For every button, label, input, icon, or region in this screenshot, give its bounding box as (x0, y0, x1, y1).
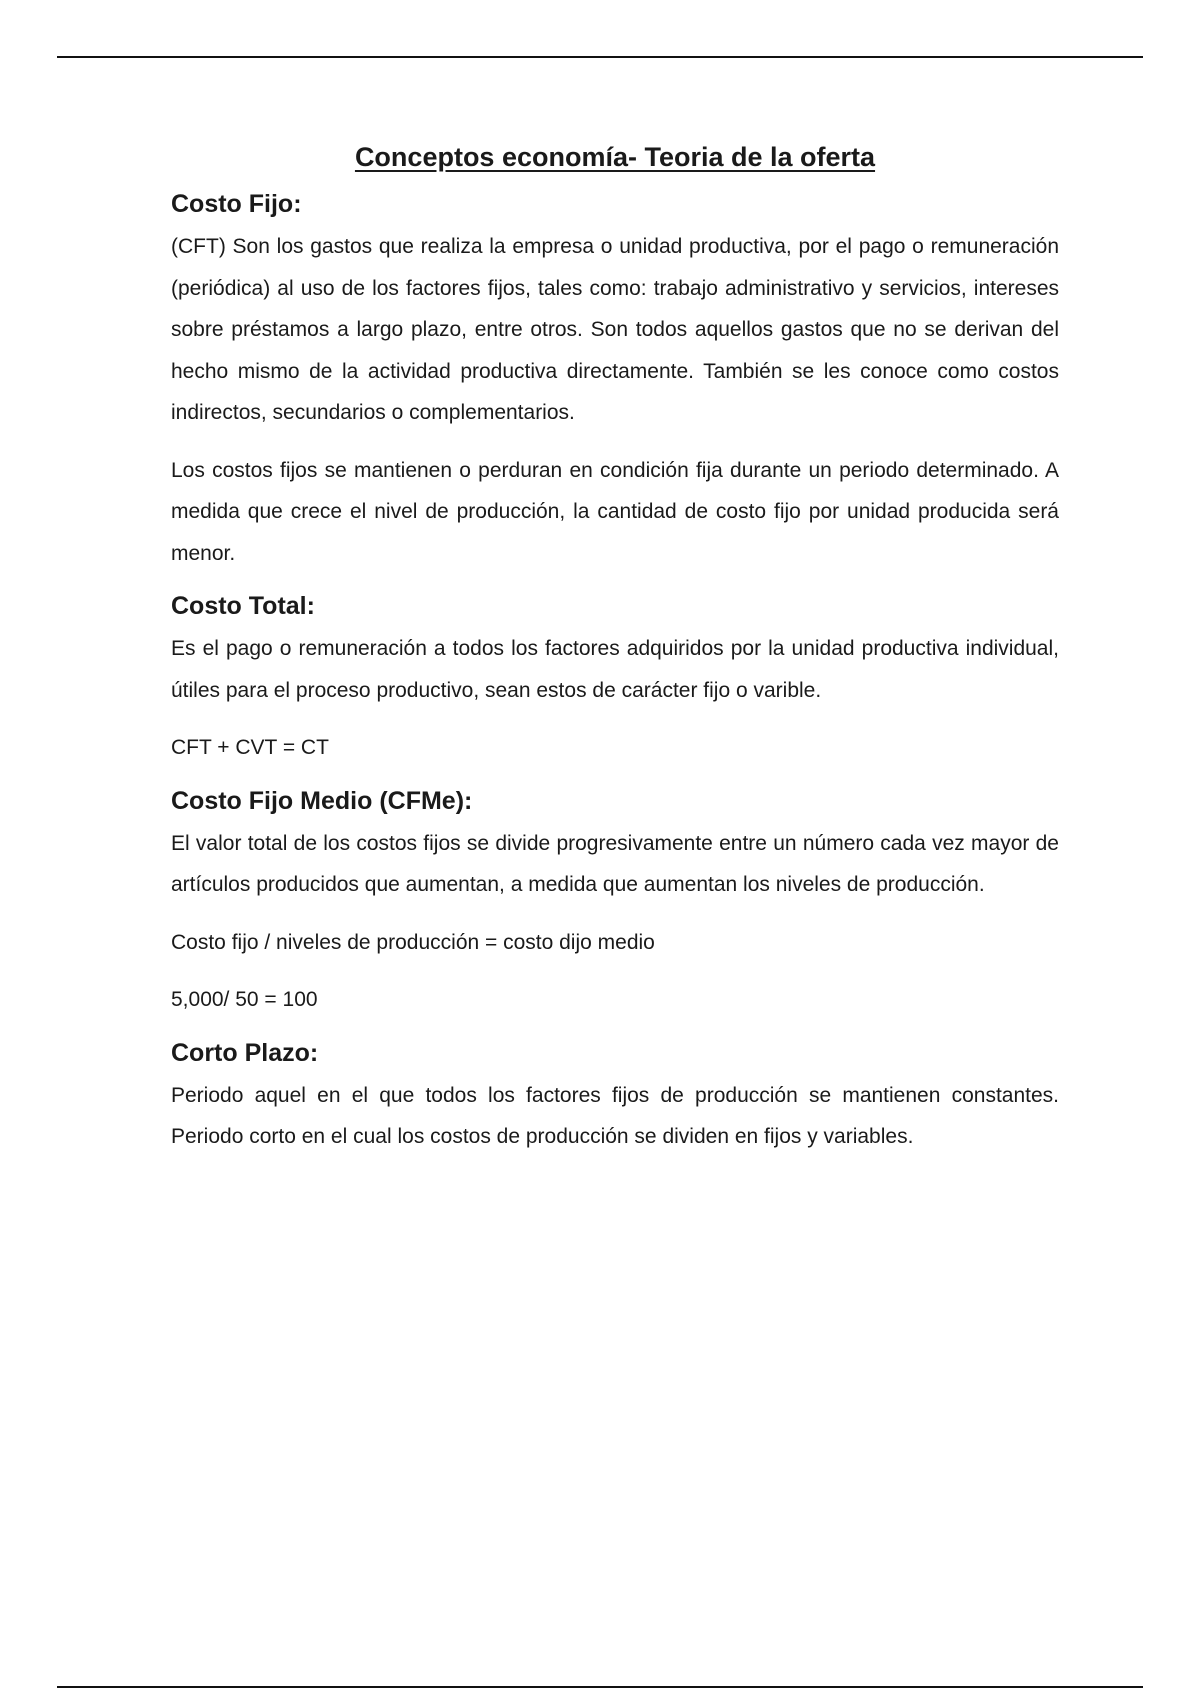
section-corto-plazo (171, 1037, 1059, 1158)
paragraph: Periodo aquel en el que todos los factores fijos de producción se mantienen constantes. Periodo corto en el cual los costos de producción se dividen en fijos y variables. (171, 1083, 1059, 1148)
formula: CFT + CVT = CT (171, 736, 329, 759)
formula: 5,000/ 50 = 100 (171, 988, 318, 1011)
section-costo-fijo (171, 188, 1059, 574)
section-costo-total (171, 590, 1059, 769)
section-costo-fijo-medio (171, 785, 1059, 1021)
header-rule (57, 56, 1143, 58)
formula: Costo fijo / niveles de producción = costo dijo medio (171, 930, 655, 954)
footer-rule (57, 1686, 1143, 1688)
document-body (171, 140, 1059, 1174)
document-title: Conceptos economía- Teoria de la oferta (354, 142, 876, 172)
paragraph: El valor total de los costos fijos se divide progresivamente entre un número cada vez mayor de artículos producidos que aumentan, a medida que aumentan los niveles de producción. (171, 831, 1059, 896)
section-heading: Costo Total: (171, 592, 315, 620)
section-heading: Costo Fijo: (171, 190, 302, 218)
section-heading: Corto Plazo: (171, 1038, 319, 1067)
paragraph: (CFT) Son los gastos que realiza la empresa o unidad productiva, por el pago o remuneración (periódica) al uso de los factores fijos, tales como: trabajo administrativo y servicios, intereses sobre préstamos a largo plazo, entre otros. Son todos aquellos gastos que no se derivan del hecho mismo de la actividad productiva directamente. También se les conoce como costos indirectos, secundarios o complementarios. (171, 235, 1059, 424)
paragraph: Los costos fijos se mantienen o perduran en condición fija durante un periodo determinado. A medida que crece el nivel de producción, la cantidad de costo fijo por unidad producida será menor. (171, 458, 1059, 565)
section-heading: Costo Fijo Medio (CFMe): (171, 786, 473, 815)
paragraph: Es el pago o remuneración a todos los factores adquiridos por la unidad productiva individual, útiles para el proceso productivo, sean estos de carácter fijo o varible. (171, 637, 1059, 702)
